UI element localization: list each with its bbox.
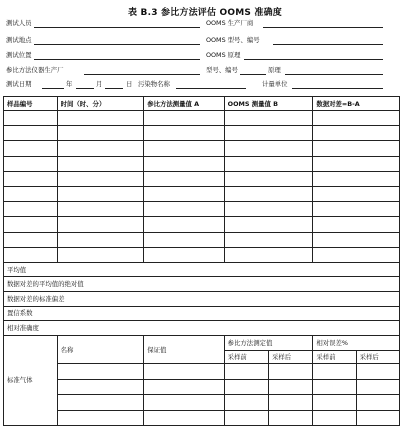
- table-row[interactable]: [4, 202, 400, 217]
- summary-relative-accuracy-label: 相对准确度: [4, 321, 400, 336]
- std-gas-header-row: [4, 335, 400, 350]
- unit-label: 计量单位: [262, 80, 288, 88]
- table-row[interactable]: [4, 186, 400, 201]
- summary-confidence-label: 置信系数: [4, 306, 400, 321]
- unit-line[interactable]: [292, 88, 383, 89]
- ooms-model-line[interactable]: [273, 44, 383, 45]
- month-line[interactable]: [76, 88, 94, 89]
- std-gas-ref-measure-header: 参比方法测定值: [224, 335, 313, 350]
- std-gas-guarantee-header: 保证值: [144, 335, 224, 364]
- date-label: 测试日期: [6, 80, 32, 88]
- table-row[interactable]: [4, 247, 400, 262]
- position-label: 测试位置: [6, 51, 32, 59]
- ref-principle-line[interactable]: [285, 74, 383, 75]
- table-row[interactable]: [4, 156, 400, 171]
- std-gas-row[interactable]: [4, 410, 400, 425]
- position-line[interactable]: [34, 59, 200, 60]
- table-row[interactable]: [4, 171, 400, 186]
- summary-row-confidence: [4, 306, 400, 321]
- ref-after-header: 采样后: [268, 351, 312, 364]
- accuracy-table: [3, 96, 400, 426]
- err-after-header: 采样后: [356, 351, 399, 364]
- summary-mean-label: 平均值: [4, 262, 400, 277]
- table-row[interactable]: [4, 217, 400, 232]
- year-line[interactable]: [42, 88, 64, 89]
- std-gas-name-header: 名称: [57, 335, 144, 364]
- tester-line[interactable]: [34, 27, 200, 28]
- table-header-row: [4, 97, 400, 111]
- ooms-principle-line[interactable]: [244, 59, 383, 60]
- header-ooms-value: OOMS 测量值 B: [224, 97, 313, 111]
- summary-row-mean: [4, 262, 400, 277]
- day-label: 日: [126, 80, 133, 88]
- std-gas-label: 标准气体: [4, 335, 58, 425]
- table-title: 表 B.3 参比方法评估 OOMS 准确度: [127, 8, 282, 18]
- tester-label: 测试人员: [6, 19, 32, 27]
- ref-before-header: 采样前: [224, 351, 268, 364]
- err-before-header: 采样前: [313, 351, 356, 364]
- header-diff: 数据对差=B-A: [313, 97, 400, 111]
- location-line[interactable]: [34, 44, 200, 45]
- ref-model-line[interactable]: [240, 74, 266, 75]
- header-ref-value: 参比方法测量值 A: [144, 97, 224, 111]
- ref-principle-label: 原理: [268, 66, 281, 74]
- table-row[interactable]: [4, 111, 400, 126]
- location-label: 测试地点: [6, 36, 32, 44]
- ref-maker-label: 参比方法仪器生产厂: [6, 66, 64, 74]
- pollutant-label: 污染物名称: [138, 80, 170, 88]
- table-row[interactable]: [4, 126, 400, 141]
- table-row[interactable]: [4, 141, 400, 156]
- ooms-model-label: OOMS 型号、编号: [206, 36, 260, 44]
- day-line[interactable]: [105, 88, 123, 89]
- std-gas-rel-error-header: 相对误差%: [313, 335, 400, 350]
- std-gas-row[interactable]: [4, 364, 400, 379]
- header-sample-no: 样品编号: [4, 97, 58, 111]
- ref-maker-line[interactable]: [84, 74, 200, 75]
- summary-mean-abs-diff-label: 数据对差的平均值的绝对值: [4, 277, 400, 292]
- summary-row-std-dev: [4, 292, 400, 307]
- header-time: 时间（时、分）: [57, 97, 144, 111]
- ooms-principle-label: OOMS 原理: [206, 51, 241, 59]
- summary-row-mean-abs-diff: [4, 277, 400, 292]
- ooms-maker-label: OOMS 生产厂商: [206, 19, 254, 27]
- std-gas-row[interactable]: [4, 395, 400, 410]
- std-gas-row[interactable]: [4, 379, 400, 394]
- summary-row-relative-accuracy: [4, 321, 400, 336]
- month-label: 月: [96, 80, 103, 88]
- summary-std-dev-label: 数据对差的标准偏差: [4, 292, 400, 307]
- ref-model-label: 型号、编号: [206, 66, 238, 74]
- year-label: 年: [66, 80, 73, 88]
- ooms-maker-line[interactable]: [263, 27, 383, 28]
- pollutant-line[interactable]: [176, 88, 246, 89]
- table-row[interactable]: [4, 232, 400, 247]
